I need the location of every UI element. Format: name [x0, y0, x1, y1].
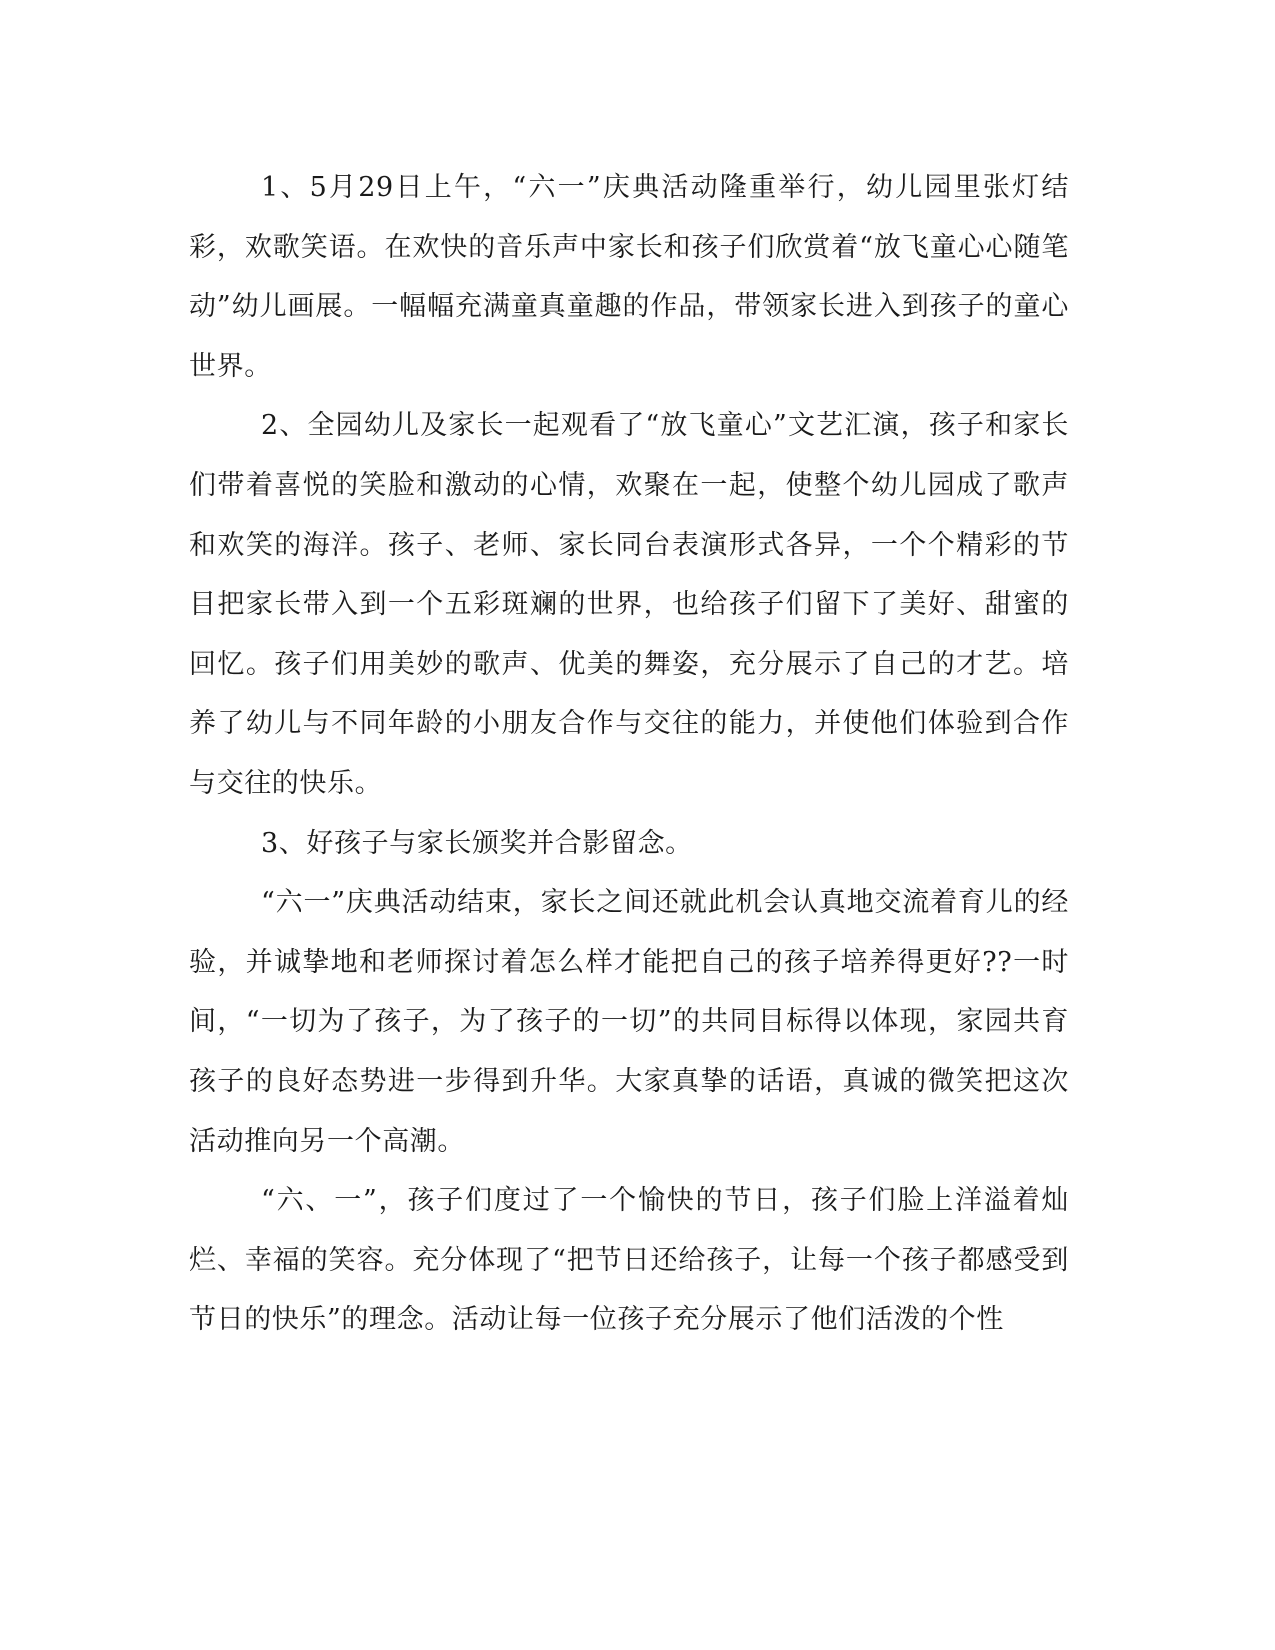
paragraph-5: “六、一”，孩子们度过了一个愉快的节日，孩子们脸上洋溢着灿烂、幸福的笑容。充分体现了“把节日还给孩子，让每一个孩子都感受到节日的快乐”的理念。活动让每一位孩子充分展示了他们活泼的个性: [189, 1185, 1069, 1336]
paragraph-4: “六一”庆典活动结束，家长之间还就此机会认真地交流着育儿的经验，并诚挚地和老师探讨着怎么样才能把自己的孩子培养得更好??一时间，“一切为了孩子，为了孩子的一切”的共同目标得以体现，家园共育孩子的良好态势进一步得到升华。大家真挚的话语，真诚的微笑把这次活动推向另一个高潮。: [189, 887, 1069, 1157]
document-body: [189, 158, 1069, 1350]
paragraph-3: 3、好孩子与家长颁奖并合影留念。: [261, 827, 693, 859]
paragraph-2: 2、全园幼儿及家长一起观看了“放飞童心”文艺汇演，孩子和家长们带着喜悦的笑脸和激动的心情，欢聚在一起，使整个幼儿园成了歌声和欢笑的海洋。孩子、老师、家长同台表演形式各异，一个个精彩的节目把家长带入到一个五彩斑斓的世界，也给孩子们留下了美好、甜蜜的回忆。孩子们用美妙的歌声、优美的舞姿，充分展示了自己的才艺。培养了幼儿与不同年龄的小朋友合作与交往的能力，并使他们体验到合作与交往的快乐。: [189, 410, 1069, 799]
paragraph-1: 1、5月29日上午，“六一”庆典活动隆重举行，幼儿园里张灯结彩，欢歌笑语。在欢快的音乐声中家长和孩子们欣赏着“放飞童心心随笔动”幼儿画展。一幅幅充满童真童趣的作品，带领家长进入到孩子的童心世界。: [189, 172, 1069, 382]
